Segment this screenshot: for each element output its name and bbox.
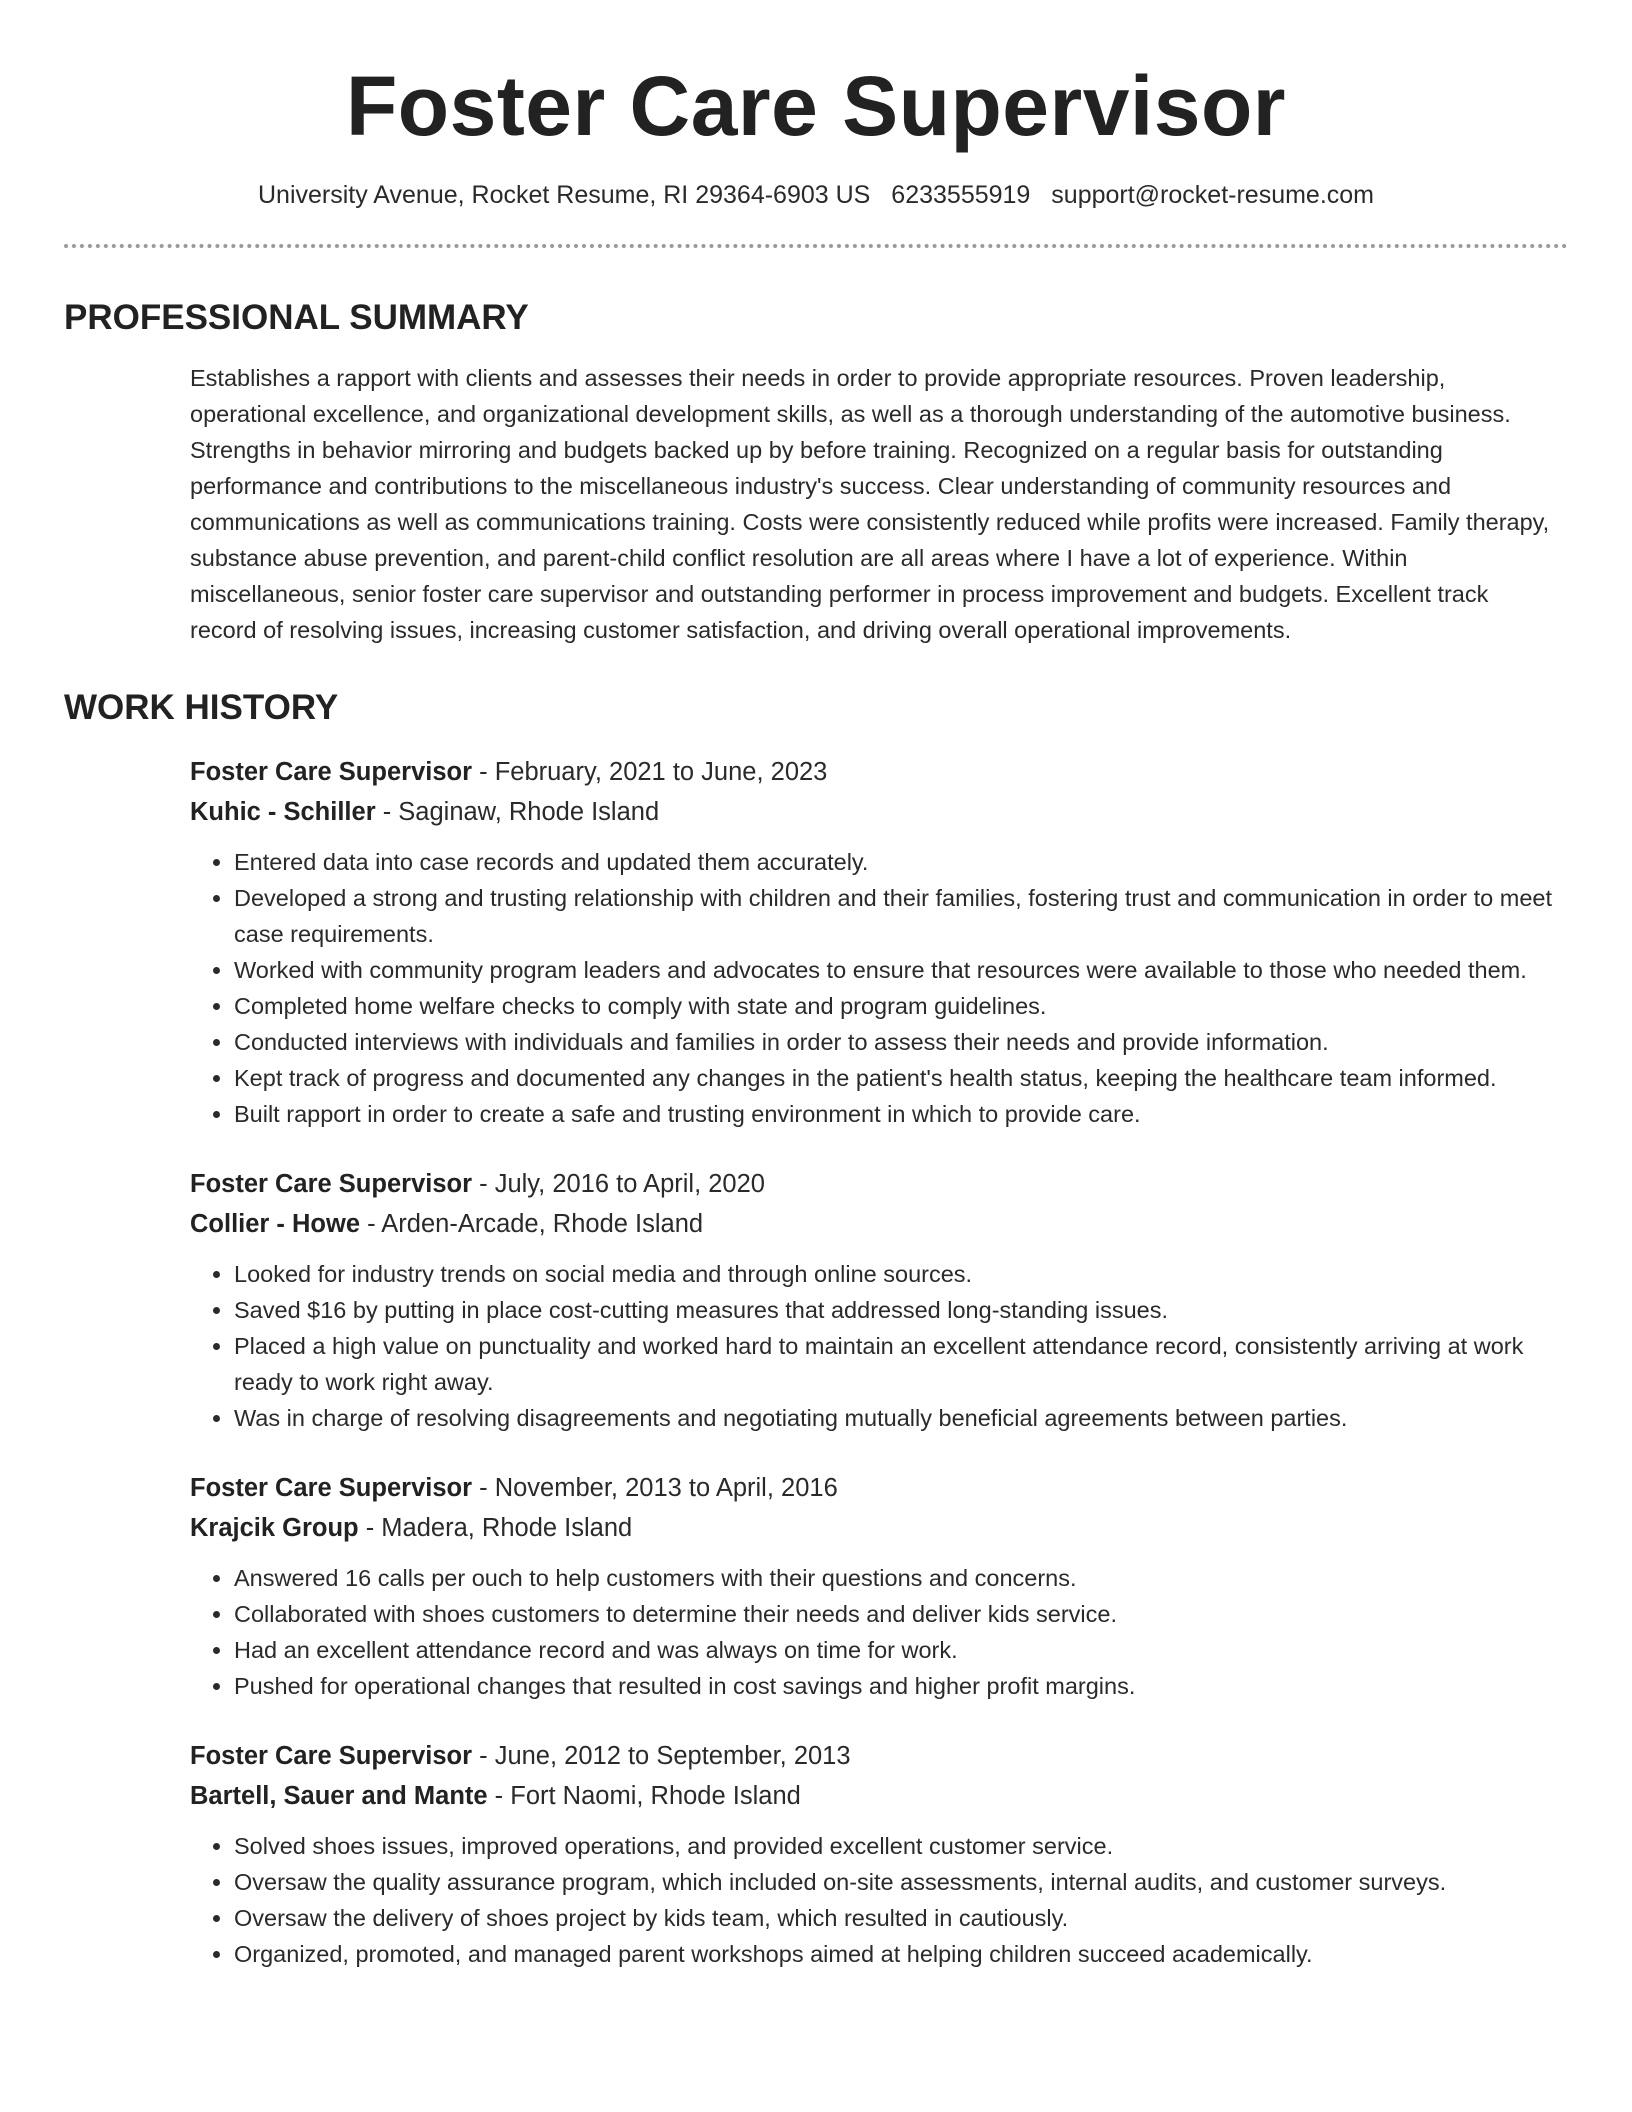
job-company-line <box>190 1204 1558 1244</box>
job-bullet: • Answered 16 calls per ouch to help customers with their questions and concerns. <box>234 1560 1558 1596</box>
job-bullets <box>190 844 1558 1132</box>
job-bullet: • Worked with community program leaders and advocates to ensure that resources were available to those who needed them. <box>234 952 1558 988</box>
job-bullet: • Collaborated with shoes customers to determine their needs and deliver kids service. <box>234 1596 1558 1632</box>
job-entry <box>190 752 1558 1132</box>
job-company: Collier - Howe <box>190 1210 361 1238</box>
job-bullet: • Pushed for operational changes that resulted in cost savings and higher profit margins. <box>234 1668 1558 1704</box>
contact-email: support@rocket-resume.com <box>1051 181 1375 209</box>
job-bullet: • Built rapport in order to create a safe and trusting environment in which to provide care. <box>234 1096 1558 1132</box>
job-company: Bartell, Sauer and Mante <box>190 1782 488 1810</box>
job-company: Krajcik Group <box>190 1514 359 1542</box>
job-bullet: • Completed home welfare checks to comply with state and program guidelines. <box>234 988 1558 1024</box>
job-title: Foster Care Supervisor <box>190 758 473 786</box>
job-bullet: • Conducted interviews with individuals and families in order to assess their needs and provide information. <box>234 1024 1558 1060</box>
job-bullets <box>190 1560 1558 1704</box>
job-bullet: • Was in charge of resolving disagreements and negotiating mutually beneficial agreements between parties. <box>234 1400 1558 1436</box>
job-location: - Fort Naomi, Rhode Island <box>487 1782 801 1810</box>
job-title: Foster Care Supervisor <box>190 1170 473 1198</box>
job-title: Foster Care Supervisor <box>190 1474 473 1502</box>
contact-phone: 6233555919 <box>891 181 1031 209</box>
job-bullet: • Organized, promoted, and managed parent workshops aimed at helping children succeed academically. <box>234 1936 1558 1972</box>
job-bullet: • Developed a strong and trusting relationship with children and their families, fostering trust and communication in order to meet case requirements. <box>234 880 1558 952</box>
job-company-line <box>190 1508 1558 1548</box>
job-entry <box>190 1164 1558 1436</box>
work-history-heading: WORK HISTORY <box>64 688 339 727</box>
job-company-line <box>190 792 1558 832</box>
job-dates: - July, 2016 to April, 2020 <box>472 1170 765 1198</box>
header-divider <box>64 244 1568 248</box>
job-bullet: • Looked for industry trends on social media and through online sources. <box>234 1256 1558 1292</box>
job-bullet: • Saved $16 by putting in place cost-cutting measures that addressed long-standing issues. <box>234 1292 1558 1328</box>
job-dates: - June, 2012 to September, 2013 <box>472 1742 851 1770</box>
job-title: Foster Care Supervisor <box>190 1742 473 1770</box>
job-title-line <box>190 1736 1558 1776</box>
job-company-line <box>190 1776 1558 1816</box>
job-bullets <box>190 1828 1558 1972</box>
page-title: Foster Care Supervisor <box>345 59 1286 153</box>
job-title-line <box>190 1164 1558 1204</box>
job-dates: - November, 2013 to April, 2016 <box>472 1474 838 1502</box>
job-bullet: • Entered data into case records and updated them accurately. <box>234 844 1558 880</box>
job-entry <box>190 1468 1558 1704</box>
job-bullet: • Oversaw the quality assurance program, which included on-site assessments, internal audits, and customer surveys. <box>234 1864 1558 1900</box>
job-company: Kuhic - Schiller <box>190 798 376 826</box>
summary-text: Establishes a rapport with clients and assesses their needs in order to provide appropriate resources. Proven leadership, operational excellence, and organizational development skills, as well as a thorough understanding of the automotive business. Strengths in behavior mirroring and budgets backed up by before training. Recognized on a regular basis for outstanding performance and contributions to the miscellaneous industry's success. Clear understanding of community resources and communications as well as communications training. Costs were consistently reduced while profits were increased. Family therapy, substance abuse prevention, and parent-child conflict resolution are all areas where I have a lot of experience. Within miscellaneous, senior foster care supervisor and outstanding performer in process improvement and budgets. Excellent track record of resolving issues, increasing customer satisfaction, and driving overall operational improvements. <box>190 365 1550 643</box>
job-entry <box>190 1736 1558 1972</box>
job-location: - Madera, Rhode Island <box>358 1514 633 1542</box>
job-bullet: • Had an excellent attendance record and was always on time for work. <box>234 1632 1558 1668</box>
job-title-line <box>190 752 1558 792</box>
job-location: - Saginaw, Rhode Island <box>375 798 660 826</box>
job-bullet: • Oversaw the delivery of shoes project by kids team, which resulted in cautiously. <box>234 1900 1558 1936</box>
contact-address: University Avenue, Rocket Resume, RI 29364-6903 US <box>257 181 871 209</box>
contact-line <box>64 178 1568 212</box>
job-bullet: • Solved shoes issues, improved operations, and provided excellent customer service. <box>234 1828 1558 1864</box>
summary-heading: PROFESSIONAL SUMMARY <box>64 298 529 337</box>
job-location: - Arden-Arcade, Rhode Island <box>360 1210 704 1238</box>
job-bullets <box>190 1256 1558 1436</box>
job-title-line <box>190 1468 1558 1508</box>
job-bullet: • Placed a high value on punctuality and worked hard to maintain an excellent attendance record, consistently arriving at work ready to work right away. <box>234 1328 1558 1400</box>
job-dates: - February, 2021 to June, 2023 <box>472 758 828 786</box>
job-bullet: • Kept track of progress and documented any changes in the patient's health status, keeping the healthcare team informed. <box>234 1060 1558 1096</box>
